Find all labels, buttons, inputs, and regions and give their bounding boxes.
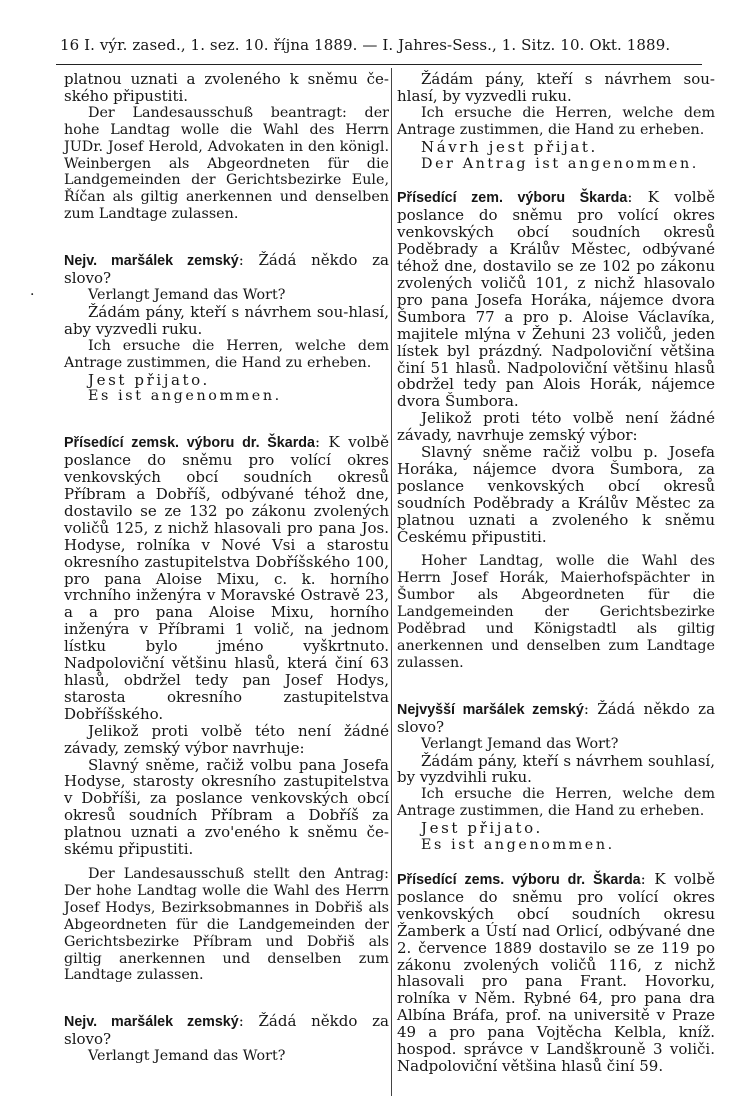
speech-text: : Žádá někdo za slovo? xyxy=(397,699,716,736)
column-divider xyxy=(391,68,392,1096)
right-column xyxy=(397,71,715,1075)
speaker-paragraph xyxy=(64,252,389,287)
paragraph: platnou uznati a zvoleného k sněmu če-ského připustiti. xyxy=(64,70,389,105)
speaker-paragraph xyxy=(64,1013,389,1048)
paragraph: Jelikož proti této volbě není žádné závady, navrhuje zemský výbor: xyxy=(397,409,715,445)
speech-text: : Žádá někdo za slovo? xyxy=(64,1012,389,1049)
paragraph: Der Landesausschuß stellt den Antrag: Der hohe Landtag wolle die Wahl des Herrn Josef Hodys, Bezirksobmannes in Dobřiš als Abgeordneten für die Landgemeinden der Gerichtsbezirke Příbram und Dobřiš als giltig anerkennen und denselben zum Landtage zulassen. xyxy=(64,865,389,984)
paragraph: Verlangt Jemand das Wort? xyxy=(421,735,619,752)
paragraph: Slavný sněme račiž volbu p. Josefa Horáka, nájemce dvora Šumbora, za poslance venkovských obcí okresů soudních Poděbrady a Králův Městec za platnou uznati a zvoleného k sněmu Českému připustiti. xyxy=(397,443,715,546)
paragraph: Der Antrag ist angenommen. xyxy=(421,155,699,172)
speaker-name: Přísedící zemsk. výboru dr. Škarda xyxy=(64,435,315,452)
paragraph: Hoher Landtag, wolle die Wahl des Herrn Josef Horák, Maierhofspächter in Šumbor als Abgeordneten für die Landgemeinden der Gerichtsbezirke Poděbrad und Königstadtl als giltig anerkennen und denselben zum Landtage zulassen. xyxy=(397,553,715,671)
speaker-paragraph xyxy=(397,189,715,410)
paragraph: Slavný sněme, račiž volbu pana Josefa Hodyse, starosty okresního zastupitelstva v Dobříši, za poslance venkovských obcí okresů soudních Příbram a Dobříš za platnou uznati a zvo'eného k sněmu če-skému připustiti. xyxy=(64,755,389,859)
speaker-name: Přísedící zems. výboru dr. Škarda xyxy=(397,871,641,888)
paragraph: Jest přijato. xyxy=(88,370,210,389)
paragraph: Es ist angenommen. xyxy=(421,837,615,854)
left-column xyxy=(64,71,389,1065)
paragraph: Der Landesausschuß beantragt: der hohe Landtag wolle die Wahl des Herrn JUDr. Josef Herold, Advokaten in den königl. Weinbergen als Abgeordneten für die Landgemeinden der Gerichtsbezirke Eule, Říčan als giltig anerkennen und denselben zum Landtage zulassen. xyxy=(64,104,389,223)
speaker-name: Přísedící zem. výboru Škarda xyxy=(397,190,628,207)
paragraph: Verlangt Jemand das Wort? xyxy=(88,1048,286,1065)
header-rule xyxy=(56,64,702,65)
paragraph: Ich ersuche die Herren, welche dem Antrage zustimmen, die Hand zu erheben. xyxy=(397,104,715,138)
paragraph: Žádám pány, kteří s návrhem sou-hlasí, by vyzvedli ruku. xyxy=(397,70,715,105)
page-header: 16 I. výr. zased., 1. sez. 10. října 1889. — I. Jahres-Sess., 1. Sitz. 10. Okt. 1889. xyxy=(60,36,671,54)
paragraph: Jest přijato. xyxy=(421,819,543,838)
speaker-paragraph xyxy=(397,871,715,1075)
speaker-name: Nejvyšší maršálek zemský xyxy=(397,701,584,718)
paragraph: Verlangt Jemand das Wort? xyxy=(88,286,286,303)
speaker-paragraph xyxy=(64,434,389,722)
speaker-paragraph xyxy=(397,701,715,736)
speech-text: : K volbě poslance do sněmu pro volící okres venkovských obcí soudních okresů Poděbrady a Králův Městec, odbývané téhož dne, dostavilo se ze 102 po zákonu zvolených voličů 101, z nichž hlasovalo pro pana Josefa Horáka, nájemce dvora Šumbora 77 a pro p. Aloise Václavíka, majitele mlýna v Žehuni 23 voličů, jeden lístek byl prázdný. Nadpoloviční většina činí 51 hlasů. Nadpoloviční většinu hlasů obdržel tedy pan Alois Horák, nájemce dvora Šumbora. xyxy=(397,188,716,411)
speech-text: : K volbě poslance do sněmu pro volící okres venkovských obcí soudních okresů Příbram a Dobříš, odbývané téhož dne, dostavilo se ze 132 po zákonu zvolených voličů 125, z nichž hlasovali pro pana Jos. Hodyse, rolníka v Nové Vsi a starostu okresního zastupitelstva Dobříšského 100, pro pana Aloise Mixu, c. k. horního vrchního inženýra v Moravské Ostravě 23, a a pro pana Aloise Mixu, horního inženýra v Příbrami 1 volič, na jednom lístku bylo jméno vyškrtnuto. Nadpoloviční většinu hlasů, která činí 63 hlasů, obdržel tedy pan Josef Hodys, starosta okresního zastupitelstva Dobříšského. xyxy=(64,433,389,723)
speaker-name: Nejv. maršálek zemský xyxy=(64,253,239,270)
speaker-name: Nejv. maršálek zemský xyxy=(64,1014,239,1031)
paragraph: Es ist angenommen. xyxy=(88,388,282,405)
speech-text: : K volbě poslance do sněmu pro volící okres venkovských obcí soudních okresu Žamberk a Ústí nad Orlicí, odbývané dne 2. července 1889 dostavilo se ze 119 po zákonu zvolených voličů 116, z nichž hlasovali pro pana Frant. Hovorku, rolníka v Něm. Rybné 64, pro pana dra Albína Bráfa, prof. na universitě v Praze 49 a pro pana Vojtěcha Kelbla, kníž. hospod. správce v Landškrouně 3 voliči. Nadpoloviční většina hlasů činí 59. xyxy=(397,869,716,1075)
paragraph: Žádám pány, kteří s návrhem sou-hlasí, aby vyzvedli ruku. xyxy=(64,302,389,338)
margin-mark: · xyxy=(30,287,35,303)
paragraph: Jelikož proti volbě této není žádné závady, zemský výbor navrhuje: xyxy=(64,721,389,757)
speech-text: : Žádá někdo za slovo? xyxy=(64,251,389,288)
paragraph: Návrh jest přijat. xyxy=(421,137,598,156)
paragraph: Ich ersuche die Herren, welche dem Antrage zustimmen, die Hand zu erheben. xyxy=(397,786,715,820)
paragraph: Žádám pány, kteří s návrhem souhlasí, by vyzdvihli ruku. xyxy=(397,751,715,787)
paragraph: Ich ersuche die Herren, welche dem Antrage zustimmen, die Hand zu erheben. xyxy=(64,337,389,371)
